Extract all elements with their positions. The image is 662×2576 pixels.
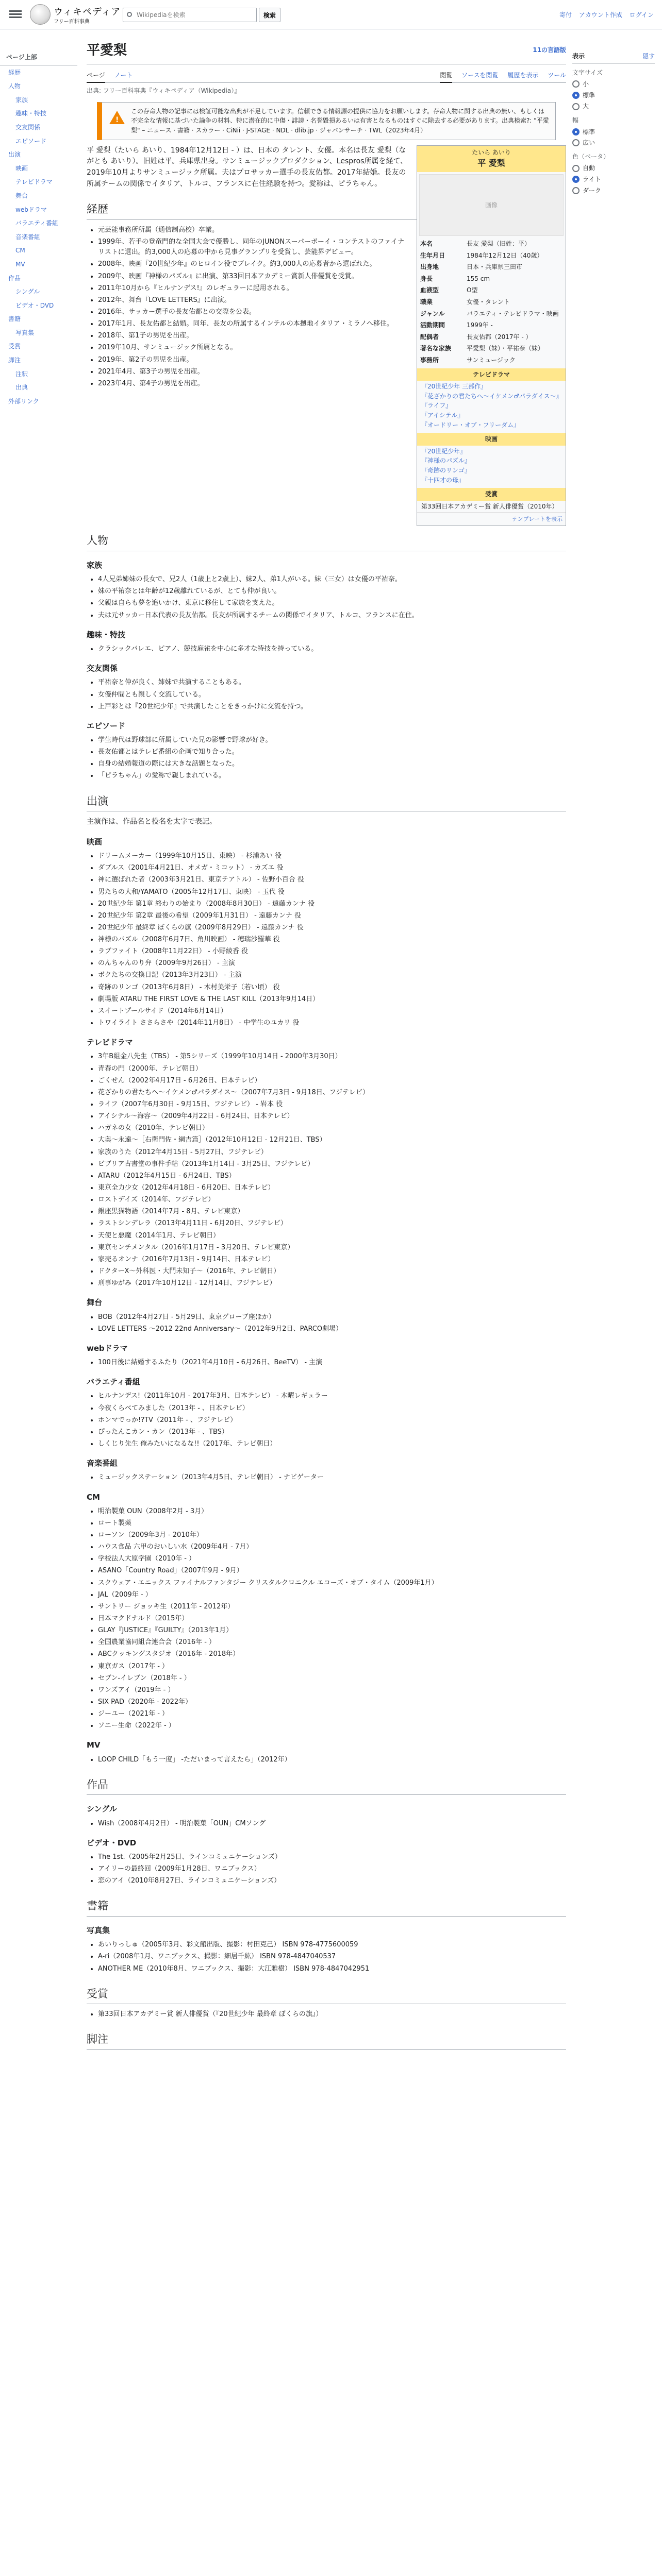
- infobox-row: [417, 331, 566, 343]
- list-item: • ライフ（2007年6月30日 - 9月15日、フジテレビ） - 岩本 役: [98, 1099, 566, 1110]
- infobox-film-title: 映画: [417, 433, 566, 446]
- infobox-value: 長友佑都（2017年 - ）: [467, 333, 532, 341]
- section-dvd: ビデオ・DVD: [87, 1838, 137, 1848]
- toc-item[interactable]: 作品: [8, 274, 21, 282]
- infobox-tv-list: [417, 381, 566, 431]
- section-cm: CM: [87, 1492, 100, 1502]
- toc-item[interactable]: 外部リンク: [8, 397, 39, 405]
- list-item: • 2011年10月から『ヒルナンデス!』のレギュラーに起用される。: [98, 283, 566, 294]
- list-item: • 神様のパズル（2008年6月7日、角川映画） - 穂瑞沙羅華 役: [98, 935, 566, 945]
- toc-item[interactable]: 交友関係: [15, 123, 41, 131]
- list-item: • ミュージックステーション（2013年4月5日、テレビ朝日） - ナビゲーター: [98, 1472, 566, 1483]
- list-item: • 天使と悪魔（2014年1月、テレビ朝日）: [98, 1231, 566, 1241]
- single-list: [87, 1819, 566, 1829]
- hobby-list: [87, 644, 566, 654]
- list-item: • 自身の結婚報道の際には大きな話題となった。: [98, 759, 566, 769]
- radio-icon[interactable]: [572, 128, 580, 135]
- hide-button[interactable]: 隠す: [642, 53, 655, 60]
- infobox-value: バラエティ・テレビドラマ・映画: [467, 310, 559, 317]
- width-options: [572, 127, 655, 148]
- infobox-key: 出身地: [420, 263, 439, 271]
- infobox-row: [417, 343, 566, 354]
- radio-icon[interactable]: [572, 139, 580, 146]
- radio-label: 標準: [583, 91, 595, 99]
- list-item: • ハウス食品 六甲のおいしい水（2009年4月 - 7月）: [98, 1542, 566, 1552]
- list-item: • ぴったんこカン・カン（2013年 - 、TBS）: [98, 1427, 566, 1437]
- tab-tools[interactable]: ツール: [548, 72, 566, 79]
- infobox-row: [417, 296, 566, 308]
- infobox-link[interactable]: 『20世紀少年』: [421, 447, 467, 455]
- infobox-key: 事務所: [420, 357, 439, 364]
- radio-label: 標準: [583, 128, 595, 135]
- user-links: [554, 10, 654, 20]
- infobox-row: [417, 273, 566, 285]
- list-item: • 奇跡のリンゴ（2013年6月8日） - 木村美栄子（若い頃） 役: [98, 982, 566, 993]
- radio-option[interactable]: [572, 186, 655, 196]
- list-item: • のんちゃんのり弁（2009年9月26日） - 主演: [98, 958, 566, 969]
- list-item: • 2012年、舞台『LOVE LETTERS』に出演。: [98, 295, 566, 306]
- infobox-value: 平愛梨（妹）・平祐奈（妹）: [467, 345, 544, 352]
- toc-item[interactable]: 人物: [8, 82, 21, 90]
- toc-item[interactable]: 経歴: [8, 69, 21, 76]
- list-item: • ローソン（2009年3月 - 2010年）: [98, 1530, 566, 1540]
- appearance-title: 表示 隠す: [572, 49, 655, 64]
- radio-label: 広い: [583, 139, 595, 147]
- infobox-key: 身長: [420, 275, 433, 282]
- text-size-label: 文字サイズ: [572, 69, 603, 76]
- infobox-value: 1984年12月12日（40歳）: [467, 251, 543, 259]
- page-tabs: [87, 66, 566, 83]
- tab-history[interactable]: 履歴を表示: [507, 72, 539, 79]
- section-friend: 交友関係: [87, 664, 118, 673]
- toc-item[interactable]: 写真集: [15, 329, 35, 336]
- infobox-key: 著名な家族: [420, 345, 452, 352]
- radio-icon[interactable]: [572, 187, 580, 194]
- infobox-key: 職業: [420, 298, 433, 306]
- toc-item[interactable]: エピソード: [15, 137, 47, 145]
- section-hobby: 趣味・特技: [87, 630, 126, 639]
- list-item: • スクウェア・エニックス ファイナルファンタジー クリスタルクロニクル エコーズ・オブ・タイム（2009年1月）: [98, 1578, 566, 1588]
- list-item: • 100日後に結婚するふたり（2021年4月10日 - 6月26日、BeeTV） - 主演: [98, 1358, 566, 1368]
- list-item: • ジーユー（2021年 - ）: [98, 1709, 566, 1719]
- list-item: • ワンズアイ（2019年 - ）: [98, 1685, 566, 1696]
- radio-label: 大: [583, 103, 589, 110]
- appear-note: 主演作は、作品名と役名を太字で表記。: [87, 818, 217, 826]
- infobox-header: [417, 146, 566, 172]
- list-item: • 日本マクドナルド（2015年）: [98, 1614, 566, 1624]
- web-list: [87, 1358, 566, 1368]
- list-item: • A-ri（2008年1月、ワニブックス、撮影：細居千紘） ISBN 978-4847040537: [98, 1952, 566, 1962]
- section-variety: バラエティ番組: [87, 1377, 140, 1387]
- list-item: • 20世紀少年 第2章 最後の希望（2009年1月31日） - 遠藤カンナ 役: [98, 911, 566, 921]
- list-item: • 男たちの大和/YAMATO（2005年12月17日、東映） - 玉代 役: [98, 887, 566, 897]
- section-film: 映画: [87, 837, 103, 846]
- infobox-value: サンミュージック: [467, 357, 516, 364]
- list-item: • 2008年、映画『20世紀少年』のヒロイン役でブレイク。約3,000人の応募者から選ばれた。: [98, 259, 566, 269]
- color-options: [572, 163, 655, 195]
- infobox-key: 生年月日: [420, 251, 445, 259]
- radio-option[interactable]: [572, 91, 655, 100]
- list-item: • 2019年10月、サンミュージック所属となる。: [98, 343, 566, 353]
- infobox-link[interactable]: 『奇跡のリンゴ』: [421, 466, 471, 474]
- notice-text: この存命人物の記事には検証可能な出典が不足しています。信頼できる情報源の提供に協力をお願いします。存命人物に関する出典の無い、もしくは不完全な情報に基づいた論争の材料、特に潜在的に中傷・誹謗・名誉毀損あるいは有害となるものはすぐに除去する必要があります。出典検索?: "平愛梨" – ニュース · 書籍 · スカラー · CiNii · J-STAGE · NDL · dlib.jp · ジャパンサーチ · TWL（2023年4月）: [131, 107, 549, 134]
- infobox-row: [417, 250, 566, 262]
- list-item: • 2021年4月、第3子の男児を出産。: [98, 367, 566, 377]
- list-item: • 夫は元サッカー日本代表の長友佑都。長友が所属するチームの関係でイタリア、トルコ、フランスに在住。: [98, 611, 566, 621]
- list-item: • ATARU（2012年4月15日 - 6月24日、TBS）: [98, 1171, 566, 1181]
- create-account-link[interactable]: アカウント作成: [578, 11, 622, 19]
- toc-item[interactable]: webドラマ: [15, 206, 47, 213]
- wikipedia-globe-icon[interactable]: [30, 4, 51, 25]
- logo-subtitle: フリー百科事典: [54, 19, 90, 25]
- list-item: • 青春の門（2000年、テレビ朝日）: [98, 1064, 566, 1074]
- page-title: 平愛梨: [87, 40, 566, 64]
- list-item: • クラシックバレエ、ピアノ、競技麻雀を中心に多才な特技を持っている。: [98, 644, 566, 654]
- toc-item[interactable]: 受賞: [8, 343, 21, 350]
- toc-item[interactable]: 映画: [15, 164, 28, 172]
- list-item: • 2017年1月、長友佑都と結婚。同年、長友の所属するインテルの本拠地イタリア・ミラノへ移住。: [98, 319, 566, 329]
- list-item: • 2019年、第2子の男児を出産。: [98, 355, 566, 365]
- menu-icon[interactable]: [9, 9, 22, 21]
- list-item: • トワイライト ささらさや（2014年11月8日） - 中学生のユカリ 役: [98, 1018, 566, 1028]
- list-item: • 女優仲間とも親しく交流している。: [98, 690, 566, 700]
- list-item: • セブン-イレブン（2018年 - ）: [98, 1673, 566, 1684]
- list-item: • 元芸能事務所所属（通信制高校）卒業。: [98, 225, 566, 235]
- list-item: • The 1st.（2005年2月25日、ラインコミュニケーションズ）: [98, 1852, 566, 1862]
- section-family: 家族: [87, 560, 103, 570]
- toc-sidebar: [0, 49, 77, 408]
- notice-box: [97, 102, 556, 140]
- list-item: • 学校法人大原学園（2010年 - ）: [98, 1554, 566, 1564]
- section-photobook: 写真集: [87, 1925, 110, 1935]
- infobox-value: 日本・兵庫県三田市: [467, 263, 523, 271]
- list-item: • 家族のうた（2012年4月15日 - 5月27日、フジテレビ）: [98, 1147, 566, 1158]
- radio-option[interactable]: [572, 101, 655, 111]
- intro-paragraph: 平 愛梨（たいら あいり、1984年12月12日 - ）は、日本の タレント、女優。本名は長友 愛梨（ながとも あいり）。旧姓は平。兵庫県出身。サンミュージックプロダクション、Lespros所属を経て、2019年10月よりサンミュージック所属。夫はプロサッカー選手の長友佑都。2017年結婚。長友の所属チームの関係でイタリア、トルコ、フランスに在住経験を持つ。愛称は、ピラちゃん。: [87, 146, 408, 188]
- list-item: • ラブファイト（2008年11月22日） - 小野綾香 役: [98, 946, 566, 957]
- list-item: • アイシテル～海容～（2009年4月22日 - 6月24日、日本テレビ）: [98, 1111, 566, 1122]
- toc-item[interactable]: 出典: [15, 384, 28, 392]
- section-books: 書籍: [87, 1897, 566, 1917]
- list-item: • 上戸彩とは『20世紀少年』で共演したことをきっかけに交流を持つ。: [98, 702, 566, 712]
- friend-list: [87, 677, 566, 711]
- list-item: • ASANO「Country Road」（2007年9月 - 9月）: [98, 1566, 566, 1576]
- list-item: • LOOP CHILD「もう一度」 -ただいまって言えたら」（2012年）: [98, 1755, 566, 1765]
- list-item: • アイリーの最終回（2009年1月28日、ワニブックス）: [98, 1864, 566, 1874]
- list-item: • スイートプールサイド（2014年6月14日）: [98, 1006, 566, 1016]
- list-item: • ドリームメーカー（1999年10月15日、東映） - 杉浦あい 役: [98, 851, 566, 861]
- radio-icon[interactable]: [572, 165, 580, 172]
- dvd-list: [87, 1852, 566, 1886]
- toc-item[interactable]: シングル: [15, 288, 40, 296]
- tab-page[interactable]: ページ: [87, 72, 105, 83]
- radio-icon[interactable]: [572, 176, 580, 183]
- list-item: • ラストシンデレラ（2013年4月11日 - 6月20日、フジテレビ）: [98, 1218, 566, 1229]
- infobox-key: 配偶者: [420, 333, 439, 341]
- radio-icon[interactable]: [572, 103, 580, 110]
- list-item: • ソニー生命（2022年 - ）: [98, 1721, 566, 1731]
- donate-link[interactable]: 寄付: [559, 11, 572, 19]
- search-button[interactable]: 検索: [259, 8, 280, 22]
- list-item: • ドクターX～外科医・大門未知子～（2016年、テレビ朝日）: [98, 1266, 566, 1277]
- section-web: webドラマ: [87, 1343, 128, 1353]
- list-item: • 3年B組金八先生（TBS） - 第5シリーズ（1999年10月14日 - 2000年3月30日）: [98, 1052, 566, 1062]
- search-input[interactable]: [123, 8, 257, 22]
- toc-item[interactable]: CM: [15, 247, 25, 255]
- list-item: • 大奥～永遠～［右衛門佐・綱吉篇］（2012年10月12日 - 12月21日、TBS）: [98, 1135, 566, 1145]
- section-awards: 受賞: [87, 1986, 566, 2005]
- list-item: • JAL（2009年 - ）: [98, 1590, 566, 1600]
- toc-item[interactable]: ビデオ・DVD: [15, 301, 54, 309]
- infobox-tv-title: テレビドラマ: [417, 368, 566, 381]
- login-link[interactable]: ログイン: [629, 11, 654, 19]
- list-item: • 銀座黒猫物語（2014年7月 - 8月、テレビ東京）: [98, 1207, 566, 1217]
- text-size-options: [572, 79, 655, 111]
- list-item: • ホンマでっか!?TV（2011年 - 、フジテレビ）: [98, 1415, 566, 1426]
- list-item: • ヒルナンデス!（2011年10月 - 2017年3月、日本テレビ） - 木曜レギュラー: [98, 1391, 566, 1401]
- mv-list: [87, 1755, 566, 1765]
- infobox-row: [417, 319, 566, 331]
- logo-title: ウィキペディア: [54, 7, 121, 18]
- tab-view-source[interactable]: ソースを閲覧: [461, 72, 499, 79]
- radio-option[interactable]: [572, 163, 655, 173]
- toc-item[interactable]: 脚注: [8, 357, 21, 364]
- list-item: • 20世紀少年 最終章 ぼくらの旗（2009年8月29日） - 遠藤カンナ 役: [98, 923, 566, 933]
- list-item: • あいりっしゅ（2005年3月、彩文館出版、撮影：村田克己） ISBN 978-4775600059: [98, 1940, 566, 1950]
- radio-option[interactable]: [572, 127, 655, 137]
- section-tvdrama: テレビドラマ: [87, 1038, 133, 1047]
- section-mv: MV: [87, 1740, 101, 1750]
- infobox-film-list: [417, 446, 566, 486]
- music-list: [87, 1472, 566, 1483]
- language-button[interactable]: 11の言語版: [533, 46, 566, 54]
- list-item: • ロート製薬: [98, 1518, 566, 1529]
- list-item: • 20世紀少年 第1章 終わりの始まり（2008年8月30日） - 遠藤カンナ 役: [98, 899, 566, 909]
- radio-label: 自動: [583, 164, 595, 172]
- section-works: 作品: [87, 1776, 566, 1795]
- list-item: • 2018年、第1子の男児を出産。: [98, 331, 566, 341]
- list-item: • 学生時代は野球部に所属していた兄の影響で野球が好き。: [98, 735, 566, 745]
- section-episode: エピソード: [87, 721, 126, 731]
- toc-item[interactable]: MV: [15, 260, 25, 268]
- toc-item[interactable]: 書籍: [8, 315, 21, 323]
- list-item: • 東京ガス（2017年 - ）: [98, 1662, 566, 1672]
- list-item: • ANOTHER ME（2010年8月、ワニブックス、撮影：大江雅樹） ISBN 978-4847042951: [98, 1964, 566, 1974]
- infobox-key: 本名: [420, 240, 433, 248]
- cm-list: [87, 1506, 566, 1732]
- list-item: • ボクたちの交換日記（2013年3月23日） - 主演: [98, 970, 566, 980]
- list-item: • 平祐奈と仲が良く、姉妹で共演することもある。: [98, 677, 566, 688]
- list-item: • サントリー ジョッキ生（2011年 - 2012年）: [98, 1602, 566, 1612]
- section-single: シングル: [87, 1804, 117, 1814]
- list-item: • 刑事ゆがみ（2017年10月12日 - 12月14日、フジテレビ）: [98, 1278, 566, 1289]
- toc-list: [0, 66, 77, 409]
- search-icon: [127, 12, 132, 17]
- list-item: • ハガネの女（2010年、テレビ朝日）: [98, 1123, 566, 1133]
- list-item: • 恋のアイ（2010年8月27日、ラインコミュニケーションズ）: [98, 1876, 566, 1886]
- infobox-value: 女優・タレント: [467, 298, 510, 306]
- infobox-value: 1999年 -: [467, 321, 493, 329]
- template-link[interactable]: テンプレートを表示: [417, 512, 566, 526]
- infobox-row: [417, 261, 566, 273]
- list-item: • 「ピラちゃん」の愛称で親しまれている。: [98, 771, 566, 781]
- tab-talk[interactable]: ノート: [114, 72, 133, 79]
- infobox-rows: [417, 238, 566, 366]
- list-item: • 第33回日本アカデミー賞 新人俳優賞（『20世紀少年 最終章 ぼくらの旗』）: [98, 2009, 566, 2020]
- section-music: 音楽番組: [87, 1459, 118, 1468]
- infobox-row: [417, 284, 566, 296]
- toc-item[interactable]: 舞台: [15, 192, 28, 199]
- list-item: • GLAY『JUSTICE』『GUILTY』（2013年1月）: [98, 1625, 566, 1636]
- film-list: [87, 851, 566, 1028]
- header: [0, 0, 662, 30]
- list-item: • 今夜くらべてみました（2013年 - 、日本テレビ）: [98, 1403, 566, 1414]
- toc-item[interactable]: テレビドラマ: [15, 178, 53, 186]
- list-item: • SIX PAD（2020年 - 2022年）: [98, 1697, 566, 1707]
- infobox-key: ジャンル: [420, 310, 445, 317]
- width-label: 幅: [572, 116, 579, 124]
- list-item: • 2023年4月、第4子の男児を出産。: [98, 379, 566, 389]
- infobox-link[interactable]: 『十四才の母』: [421, 476, 465, 484]
- appearance-panel: [572, 49, 655, 197]
- list-item: • 2009年、映画『神様のパズル』に出演、第33回日本アカデミー賞新人俳優賞を受賞。: [98, 272, 566, 282]
- radio-option[interactable]: [572, 138, 655, 148]
- radio-icon[interactable]: [572, 80, 580, 88]
- list-item: • 東京センチメンタル（2016年1月17日 - 3月20日、テレビ東京）: [98, 1243, 566, 1253]
- list-item: • BOB（2012年4月27日 - 5月29日、東京グローブ座ほか）: [98, 1312, 566, 1323]
- infobox-row: [417, 354, 566, 366]
- infobox-key: 活動期間: [420, 321, 445, 329]
- radio-icon[interactable]: [572, 92, 580, 99]
- infobox-award: 第33回日本アカデミー賞 新人俳優賞（2010年）: [421, 502, 558, 510]
- list-item: • 父親は自らも夢を追いかけ、東京に移住して家族を支えた。: [98, 598, 566, 608]
- from-text: 出典: フリー百科事典『ウィキペディア（Wikipedia）』: [87, 87, 241, 95]
- infobox-row: [417, 308, 566, 320]
- infobox-link[interactable]: 『アイシテル』: [421, 411, 464, 419]
- toc-item[interactable]: 音楽番組: [15, 233, 41, 241]
- list-item: • 明治製菓 OUN（2008年2月 - 3月）: [98, 1506, 566, 1517]
- infobox-kana: たいら あいり: [472, 148, 511, 156]
- infobox-value: O型: [467, 286, 478, 294]
- exclamation-icon: !: [115, 115, 119, 124]
- section-stage: 舞台: [87, 1298, 103, 1308]
- infobox-link[interactable]: 『ライフ』: [421, 402, 452, 410]
- list-item: • ダブルス（2001年4月21日、オメガ・ミコット） - カズエ 役: [98, 863, 566, 873]
- infobox-row: [417, 238, 566, 250]
- section-appear: 出演: [87, 793, 566, 812]
- infobox-link[interactable]: 『花ざかりの君たちへ～イケメン♂パラダイス～』: [421, 392, 562, 400]
- stage-list: [87, 1312, 566, 1334]
- list-item: • 花ざかりの君たちへ～イケメン♂パラダイス～（2007年7月3日 - 9月18日、フジテレビ）: [98, 1088, 566, 1098]
- infobox-award-title: 受賞: [417, 488, 566, 501]
- infobox-value: 長友 愛梨（旧姓：平）: [467, 240, 531, 248]
- infobox-link[interactable]: 『オードリー・オブ・フリーダム』: [421, 421, 520, 429]
- radio-label: ダーク: [583, 187, 602, 194]
- site-logo[interactable]: [54, 5, 121, 26]
- list-item: • ロストデイズ（2014年、フジテレビ）: [98, 1195, 566, 1205]
- list-item: • 2016年、サッカー選手の長友佑都との交際を公表。: [98, 307, 566, 317]
- awards-list: [87, 2009, 566, 2020]
- infobox-link[interactable]: 『20世紀少年 三部作』: [421, 383, 487, 391]
- list-item: • 神に選ばれた者（2003年3月21日、東京テアトル） - 佐野小百合 役: [98, 875, 566, 885]
- list-item: • 全国農業協同組合連合会（2016年 - ）: [98, 1637, 566, 1648]
- list-item: • 劇場版 ATARU THE FIRST LOVE & THE LAST KILL（2013年9月14日）: [98, 994, 566, 1005]
- main-content: [87, 37, 566, 2055]
- variety-list: [87, 1391, 566, 1449]
- list-item: • Wish（2008年4月2日） - 明治製菓「OUN」CMソング: [98, 1819, 566, 1829]
- list-item: • 東京全力少女（2012年4月18日 - 6月20日、日本テレビ）: [98, 1183, 566, 1193]
- list-item: • ごくせん（2002年4月17日 - 6月26日、日本テレビ）: [98, 1076, 566, 1086]
- infobox: [417, 145, 566, 527]
- list-item: • LOVE LETTERS ～2012 22nd Anniversary～（2012年9月2日、PARCO劇場）: [98, 1324, 566, 1334]
- color-label: 色（ベータ）: [572, 152, 610, 160]
- list-item: • 妹の平祐奈とは年齢が12歳離れているが、とても仲が良い。: [98, 586, 566, 597]
- list-item: • ビブリア古書堂の事件手帖（2013年1月14日 - 3月25日、フジテレビ）: [98, 1159, 566, 1170]
- list-item: • しくじり先生 俺みたいになるな!!（2017年、テレビ朝日）: [98, 1439, 566, 1449]
- section-person: 人物: [87, 532, 566, 551]
- toc-item[interactable]: 趣味・特技: [15, 110, 47, 117]
- list-item: • 長友佑都とはテレビ番組の企画で知り合った。: [98, 747, 566, 757]
- family-list: [87, 574, 566, 621]
- infobox-name: 平 愛梨: [477, 158, 505, 168]
- tab-read[interactable]: 閲覧: [440, 72, 452, 83]
- list-item: • 1999年、若手の登竜門的な全国大会で優勝し、同年のJUNONスーパーボーイ・コンテストのファイナリストに選出。約3,000人の応募の中から見事グランプリを受賞し、芸能界デビュー。: [98, 237, 566, 258]
- list-item: • 家売るオンナ（2016年7月13日 - 9月14日、日本テレビ）: [98, 1255, 566, 1265]
- infobox-value: 155 cm: [467, 275, 490, 282]
- infobox-link[interactable]: 『神様のパズル』: [421, 457, 471, 465]
- tv-list: [87, 1052, 566, 1289]
- section-notes: 脚注: [87, 2031, 566, 2050]
- radio-label: 小: [583, 80, 589, 88]
- toc-title[interactable]: ページ上部: [0, 49, 77, 66]
- radio-option[interactable]: [572, 79, 655, 89]
- radio-label: ライト: [583, 175, 601, 183]
- toc-item[interactable]: 注釈: [15, 370, 28, 378]
- toc-item[interactable]: 出演: [8, 151, 21, 159]
- episode-list: [87, 735, 566, 782]
- infobox-key: 血液型: [420, 286, 439, 294]
- list-item: • 4人兄弟姉妹の長女で、兄2人（1歳上と2歳上）、妹2人、弟1人がいる。妹（三女）は女優の平祐奈。: [98, 574, 566, 585]
- radio-option[interactable]: [572, 175, 655, 184]
- toc-item[interactable]: バラエティ番組: [15, 219, 59, 227]
- photobook-list: [87, 1940, 566, 1974]
- toc-item[interactable]: 家族: [15, 96, 28, 104]
- list-item: • ABCクッキングスタジオ（2016年 - 2018年）: [98, 1649, 566, 1659]
- section-career: 経歴: [87, 201, 566, 220]
- profile-photo[interactable]: 画像: [419, 174, 564, 236]
